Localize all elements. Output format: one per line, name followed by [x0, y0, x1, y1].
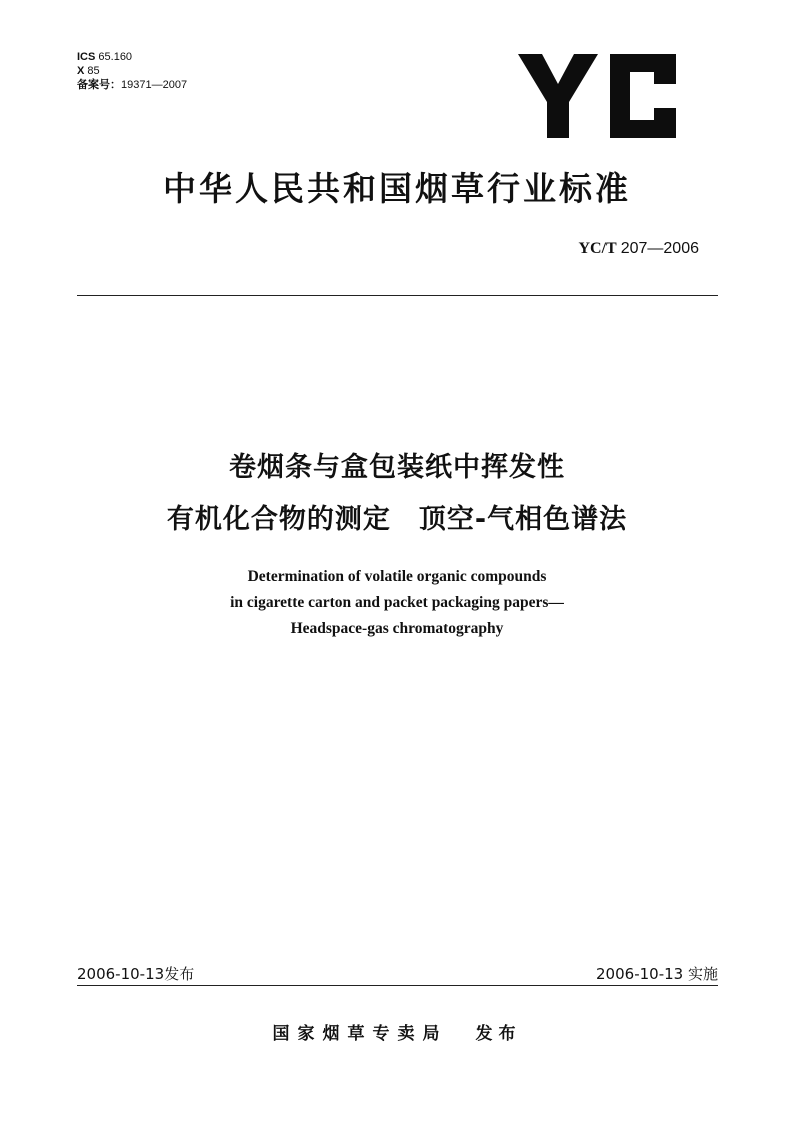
ics-label: ICS [77, 51, 96, 63]
standard-code: 207—2006 [620, 240, 699, 257]
publisher-action: 发布 [475, 1024, 522, 1044]
classification-block [77, 50, 187, 92]
cn-title-line-1: 卷烟条与盒包装纸中挥发性 [229, 452, 565, 483]
class-line [77, 64, 187, 78]
footer-divider [77, 985, 718, 986]
standard-number [578, 240, 699, 258]
header-divider [77, 295, 718, 296]
publisher [0, 1019, 794, 1044]
record-line [77, 78, 187, 92]
en-title-line-1: Determination of volatile organic compounds [247, 568, 547, 585]
effective-date-value: 2006-10-13 [596, 965, 684, 983]
class-label: X [77, 65, 85, 77]
cn-title-line-2: 有机化合物的测定 顶空-气相色谱法 [166, 504, 628, 535]
en-title-line-3: Headspace-gas chromatography [290, 620, 504, 637]
standard-prefix: YC/T [578, 240, 617, 257]
en-title-line-2: in cigarette carton and packet packaging papers— [230, 594, 564, 611]
class-value: 85 [87, 65, 100, 77]
ics-value: 65.160 [98, 51, 133, 63]
national-standard-title: 中华人民共和国烟草行业标准 [163, 169, 631, 208]
ics-line [77, 50, 187, 64]
record-value: 19371—2007 [121, 79, 188, 91]
issue-label: 发布 [164, 965, 195, 983]
effective-label: 实施 [687, 965, 718, 983]
yc-logo [518, 54, 676, 142]
issue-date [77, 963, 194, 984]
publisher-name: 国家烟草专卖局 [272, 1024, 448, 1044]
record-label: 备案号： [77, 79, 121, 91]
issue-date-value: 2006-10-13 [77, 965, 165, 983]
effective-date [596, 963, 718, 984]
